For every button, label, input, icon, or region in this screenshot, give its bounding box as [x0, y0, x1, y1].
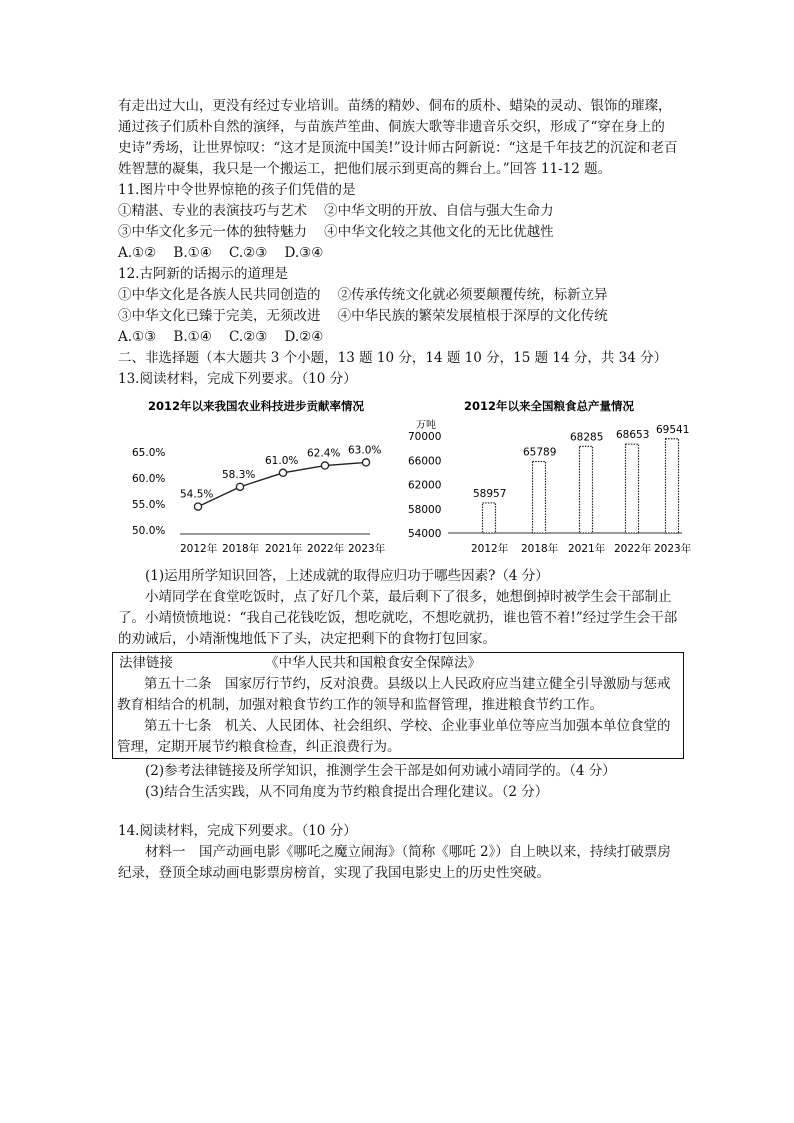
q12-options-row1: ①中华文化是各族人民共同创造的 ②传承传统文化就必须要颠覆传统，标新立异 — [118, 287, 608, 303]
intro-paragraph: 有走出过大山，更没有经过专业培训。苗绣的精妙、侗布的质朴、蜡染的灵动、银饰的璀璨，通过孩子们质朴自然的演绎，与苗族芦笙曲、侗族大歌等非遗音乐交织，形成了“穿在身上的史诗”秀场，让世界惊叹：“这才是顶流中国美!”设计师古阿新说：“这是千年技艺的沉淀和老百姓智慧的凝集，我只是一个搬运工，把他们展示到更高的舞台上。”回答 11-12 题。 — [118, 98, 678, 177]
q11-choices: A.①② B.①④ C.②③ D.③④ — [118, 245, 324, 261]
data-label: 62.4% — [307, 447, 341, 460]
q14-stem: 14.阅读材料，完成下列要求。（10 分） — [118, 823, 357, 839]
x-tick-label: 2023年 — [654, 543, 692, 555]
x-tick-label: 2021年 — [568, 543, 606, 555]
bar — [483, 503, 496, 533]
section-heading: 二、非选择题（本大题共 3 个小题，13 题 10 分，14 题 10 分，15 题 14 分，共 34 分） — [118, 350, 668, 366]
q14-material1: 材料一 国产动画电影《哪吒之魔立闹海》（简称《哪吒 2》）自上映以来，持续打破票房纪录，登顶全球动画电影票房榜首，实现了我国电影史上的历史性突破。 — [118, 844, 671, 881]
y-tick-label: 66000 — [408, 455, 442, 468]
q13-sub1: (1)运用所学知识回答，上述成就的取得应归功于哪些因素?（4 分） — [145, 568, 549, 584]
law-article-52: 第五十二条 国家厉行节约，反对浪费。县级以上人民政府应当建立健全引导激励与惩戒教育相结合的机制，加强对粮食节约工作的领导和监督管理，推进粮食节约工作。 — [117, 676, 671, 713]
charts-row — [118, 396, 692, 564]
data-label: 54.5% — [180, 488, 214, 501]
data-point — [321, 462, 328, 469]
y-tick-label: 58000 — [408, 503, 442, 516]
bar-chart — [406, 396, 692, 564]
q11-options-row2: ③中华文化多元一体的独特魅力 ④中华文化较之其他文化的无比优越性 — [118, 224, 554, 240]
bar — [666, 439, 679, 533]
data-point — [194, 503, 201, 510]
bar — [626, 444, 639, 533]
bar — [533, 462, 546, 533]
y-tick-label: 55.0% — [132, 499, 166, 511]
x-tick-label: 2018年 — [521, 543, 559, 555]
bar-chart-unit: 万吨 — [416, 420, 436, 431]
data-label: 68653 — [616, 429, 650, 442]
x-tick-label: 2018年 — [222, 543, 260, 555]
exam-page — [117, 96, 692, 884]
q11-options-row1: ①精湛、专业的表演技巧与艺术 ②中华文明的开放、自信与强大生命力 — [118, 203, 554, 219]
x-tick-label: 2012年 — [471, 543, 509, 555]
q12-options-row2: ③中华文化已臻于完美，无须改进 ④中华民族的繁荣发展植根于深厚的文化传统 — [118, 308, 608, 324]
y-tick-label: 60.0% — [132, 473, 166, 485]
law-article-57: 第五十七条 机关、人民团体、社会组织、学校、企业事业单位等应当加强本单位食堂的管理，定期开展节约粮食检查，纠正浪费行为。 — [117, 718, 671, 755]
data-label: 58.3% — [222, 468, 256, 481]
line-chart — [118, 396, 386, 564]
data-point — [236, 483, 243, 490]
data-point — [279, 469, 286, 476]
y-tick-label: 54000 — [408, 528, 442, 540]
q13-stem: 13.阅读材料，完成下列要求。（10 分） — [118, 371, 357, 387]
bar — [580, 446, 593, 533]
x-tick-label: 2023年 — [348, 543, 386, 555]
x-tick-label: 2022年 — [307, 543, 345, 555]
data-label: 58957 — [473, 487, 507, 500]
data-label: 65789 — [523, 446, 557, 459]
q13-sub2: (2)参考法律链接及所学知识，推测学生会干部是如何劝诫小靖同学的。（4 分） — [145, 763, 616, 779]
data-label: 63.0% — [348, 444, 382, 457]
y-tick-label: 62000 — [408, 479, 442, 492]
data-label: 69541 — [656, 423, 690, 436]
q11-stem: 11.图片中令世界惊艳的孩子们凭借的是 — [118, 182, 356, 198]
data-point — [362, 459, 369, 466]
x-tick-label: 2022年 — [614, 543, 652, 555]
data-label: 68285 — [570, 431, 604, 444]
data-label: 61.0% — [265, 454, 299, 467]
law-title: 《中华人民共和国粮食安全保障法》 — [265, 655, 481, 671]
q13-story: 小靖同学在食堂吃饭时，点了好几个菜，最后剩下了很多，她想倒掉时被学生会干部制止了。小靖愤愤地说：“我自己花钱吃饭，想吃就吃，不想吃就扔，谁也管不着!”经过学生会干部的劝诫后，小靖渐愧地低下了头，决定把剩下的食物打包回家。 — [118, 589, 678, 647]
q12-stem: 12.古阿新的话揭示的道理是 — [118, 266, 288, 282]
law-link-box — [112, 652, 684, 759]
bar-chart-title: 2012年以来全国粮食总产量情况 — [464, 399, 635, 413]
law-link-tag: 法律链接 — [119, 655, 173, 671]
y-tick-label: 65.0% — [132, 447, 166, 459]
x-tick-label: 2021年 — [265, 543, 303, 555]
y-tick-label: 70000 — [408, 431, 442, 443]
line-chart-title: 2012年以来我国农业科技进步贡献率情况 — [148, 399, 365, 413]
x-tick-label: 2012年 — [180, 543, 218, 555]
y-tick-label: 50.0% — [132, 525, 166, 537]
q13-sub3: (3)结合生活实践，从不同角度为节约粮食提出合理化建议。（2 分） — [145, 784, 549, 800]
q12-choices: A.①③ B.①④ C.②③ D.②④ — [118, 329, 324, 345]
